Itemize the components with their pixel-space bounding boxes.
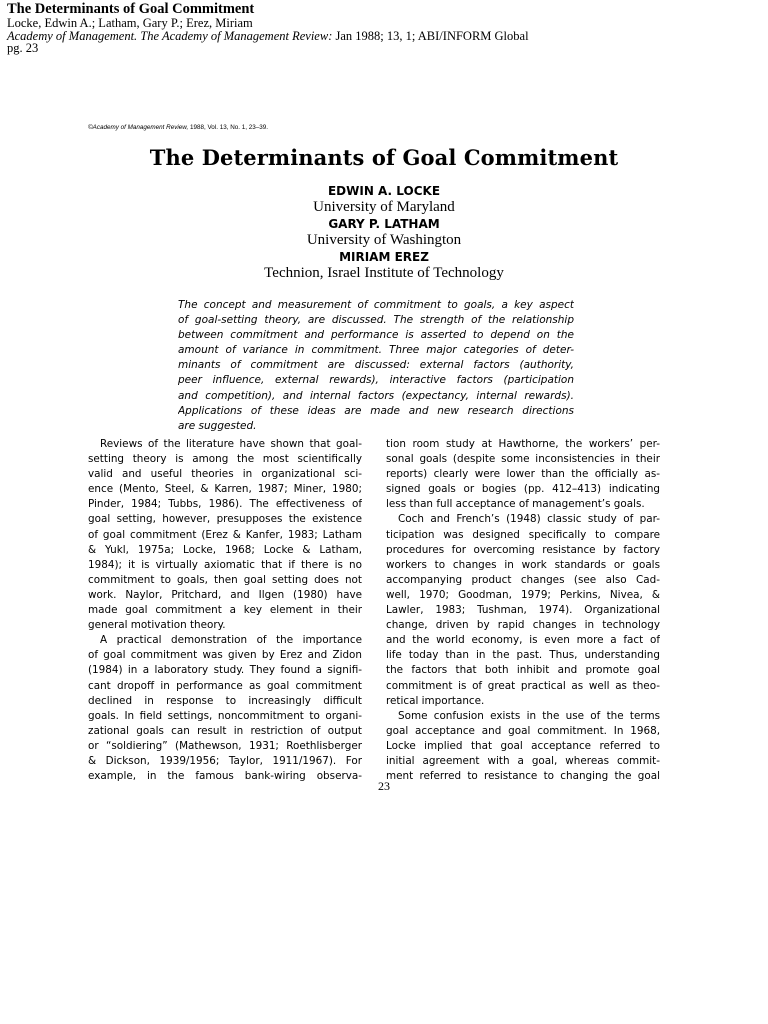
text-line: Reviews of the literature have shown that goal-	[100, 438, 362, 450]
citation-details: 1988, Vol. 13, No. 1, 23–39.	[188, 124, 269, 131]
text-line: of goal commitment was given by Erez and Zidon	[88, 649, 362, 662]
abstract-line: between commitment and performance is asserted to depend on the	[178, 329, 574, 342]
text-line: Locke implied that goal acceptance referred to	[386, 739, 660, 752]
header-journal: Academy of Management. The Academy of Management Review:	[7, 28, 333, 43]
text-line: commitment is of great practical as well as theo-	[386, 679, 660, 692]
text-line: general motivation theory.	[88, 619, 226, 632]
text-line: goals. In field settings, noncommitment to organi-	[88, 709, 362, 722]
text-line: & Yukl, 1975a; Locke, 1968; Locke & Latham,	[88, 543, 362, 556]
author-affiliation: University of Washington	[306, 232, 462, 248]
text-line: reports) clearly were lower than the officially as-	[386, 468, 660, 481]
abstract-line: Applications of these ideas are made and new research directions	[178, 404, 574, 417]
text-line: retical importance.	[386, 694, 485, 707]
author-name: EDWIN A. LOCKE	[327, 184, 441, 198]
text-line: tion room study at Hawthorne, the workers’ per-	[386, 438, 660, 450]
author-name: MIRIAM EREZ	[339, 250, 429, 264]
header-title: The Determinants of Goal Commitment	[7, 1, 255, 17]
abstract-line: amount of variance in commitment. Three major categories of deter-	[178, 344, 574, 357]
text-line: ment referred to resistance to changing the goal	[386, 770, 660, 783]
text-line: accompanying product changes (see also Cad-	[386, 573, 660, 586]
text-line: initial agreement with a goal, whereas commit-	[386, 754, 660, 767]
text-line: declined in response to increasingly difficult	[88, 694, 362, 707]
text-line: A practical demonstration of the importance	[100, 634, 362, 647]
text-line: or “soldiering” (Mathewson, 1931; Roethlisberger	[88, 739, 362, 752]
body-column-left	[88, 437, 362, 784]
database-header	[7, 2, 757, 55]
abstract-line: minants of commitment are discussed: external factors (authority,	[178, 359, 574, 372]
author-affiliation: University of Maryland	[313, 199, 455, 215]
text-line: procedures for overcoming resistance by factory	[386, 543, 660, 556]
text-line: work. Naylor, Pritchard, and Ilgen (1980) have	[88, 588, 362, 601]
text-line: cant dropoff in performance as goal commitment	[88, 679, 362, 692]
text-line: 1984); it is virtually axiomatic that if there is no	[88, 558, 362, 571]
text-line: goal setting, however, presupposes the existence	[88, 513, 362, 526]
text-line: setting theory is among the most scientifically	[88, 453, 362, 466]
text-line: signed goals or bogies (pp. 412–413) indicating	[386, 483, 660, 496]
text-line: change, driven by rapid changes in technology	[386, 619, 660, 632]
abstract-line: are suggested.	[178, 419, 257, 432]
text-line: & Dickson, 1939/1956; Taylor, 1911/1967). For	[88, 754, 362, 767]
text-line: sonal goals (despite some inconsistencies in their	[386, 453, 660, 466]
body-column-right	[386, 437, 660, 784]
header-source	[7, 30, 757, 43]
header-authors: Locke, Edwin A.; Latham, Gary P.; Erez, Miriam	[7, 16, 253, 30]
author-name: GARY P. LATHAM	[328, 217, 440, 231]
text-line: and the world economy, is even more a fact of	[386, 634, 660, 647]
text-line: valid and useful theories in organizational sci-	[88, 468, 362, 481]
text-line: made goal commitment a key element in their	[88, 604, 362, 617]
text-line: zational goals can result in restriction of output	[88, 724, 362, 737]
text-line: Some confusion exists in the use of the terms	[398, 709, 660, 722]
text-line: less than full acceptance of management’s goals.	[386, 498, 645, 511]
abstract	[178, 298, 574, 434]
text-line: commitment to goals, then goal setting does not	[88, 573, 362, 586]
text-line: life today than in the past. Thus, understanding	[386, 649, 660, 662]
abstract-line: and competition), and internal factors (expectancy, internal rewards).	[178, 389, 574, 402]
abstract-line: The concept and measurement of commitment to goals, a key aspect	[178, 299, 574, 311]
text-line: of goal commitment (Erez & Kanfer, 1983; Latham	[88, 528, 362, 541]
text-line: workers to changes in work standards or goals	[386, 558, 660, 571]
header-issue: Jan 1988; 13, 1; ABI/INFORM Global	[332, 28, 529, 43]
text-line: well, 1970; Goodman, 1979; Perkins, Nivea, &	[386, 588, 660, 601]
journal-citation	[88, 124, 268, 131]
text-line: Coch and French’s (1948) classic study of par-	[398, 513, 660, 526]
abstract-line: peer influence, external rewards), interactive factors (participation	[178, 374, 574, 387]
text-line: ticipation was designed specifically to compare	[386, 528, 660, 541]
paper-title: The Determinants of Goal Commitment	[149, 145, 619, 170]
text-line: ence (Mento, Steel, & Karren, 1987; Miner, 1980;	[88, 483, 362, 496]
citation-journal: ©Academy of Management Review,	[88, 124, 189, 131]
header-page: pg. 23	[7, 41, 39, 55]
text-line: the factors that both inhibit and promote goal	[386, 664, 660, 677]
text-line: Lawler, 1983; Tushman, 1974). Organizational	[386, 604, 660, 617]
author-affiliation: Technion, Israel Institute of Technology	[264, 265, 504, 281]
text-line: example, in the famous bank-wiring observa-	[88, 770, 362, 783]
abstract-line: of goal-setting theory, are discussed. The strength of the relationship	[178, 314, 574, 327]
author-block	[0, 183, 768, 282]
text-line: Pinder, 1984; Tubbs, 1986). The effectiveness of	[88, 498, 362, 511]
text-line: goal acceptance and goal commitment. In 1968,	[386, 724, 660, 737]
page-number: 23	[378, 779, 390, 793]
text-line: (1984) in a laboratory study. They found a signifi-	[88, 664, 362, 677]
